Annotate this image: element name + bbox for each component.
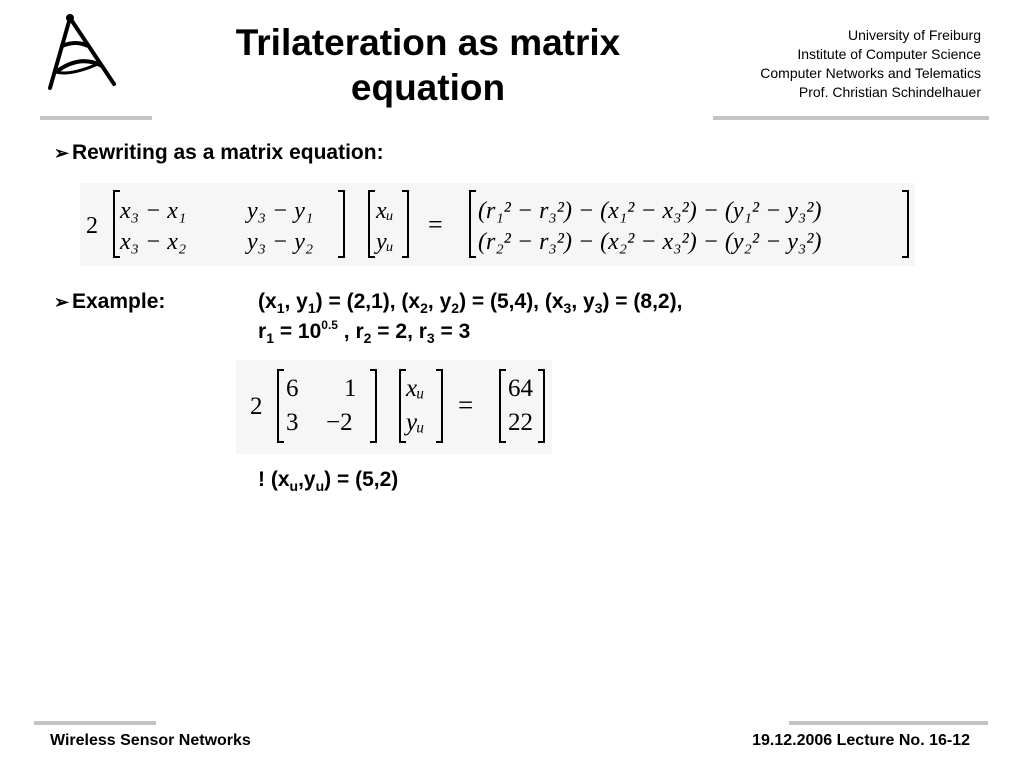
example-r3: 3 (458, 320, 471, 343)
example-r1-base: 10 (297, 320, 322, 343)
equation-general (80, 183, 915, 266)
bullet-example-label: Example: (72, 290, 166, 313)
footer-rule-right (789, 721, 988, 725)
equation-example (236, 360, 552, 454)
eq1-matrix-cell: x₃ − x₂ (120, 229, 187, 255)
eq1-scalar: 2 (86, 213, 98, 239)
slide-title-line2: equation (350, 67, 506, 108)
eq1-rhs-row: (r₁² − r₃²) − (x₁² − x₃²) − (y₁² − y₃²) (478, 198, 822, 224)
eq1-matrix-cell: y₃ − y₂ (247, 229, 314, 255)
footer-course: Wireless Sensor Networks (50, 732, 251, 749)
institution-line: Prof. Christian Schindelhauer (798, 84, 981, 100)
bullet-example (54, 290, 165, 314)
eq2-vector-cell: xᵤ (406, 375, 425, 402)
eq2-matrix-cell: 1 (344, 375, 357, 402)
slide-title (200, 20, 656, 110)
bullet-arrow-icon: ➢ (54, 143, 70, 163)
example-points: ($x_1$, $y_1) = (2,1)$, ($x_2$, $y_2) = (5,4)$, ($x_3$, $y_3) = (8,2)$, (258, 290, 683, 316)
footer-date-lecture: 19.12.2006 Lecture No. 16-12 (752, 732, 970, 749)
institution-line: Institute of Computer Science (797, 46, 981, 62)
eq2-rhs-cell: 64 (508, 375, 533, 402)
example-p1: 2,1 (353, 290, 383, 313)
eq1-matrix-cell: y₃ − y₁ (247, 198, 314, 224)
institution-line: University of Freiburg (847, 27, 981, 43)
eq2-equals: = (458, 390, 474, 420)
eq2-rhs-cell: 22 (508, 409, 533, 436)
bullet-arrow-icon: ➢ (54, 292, 70, 312)
eq1-equals: = (428, 210, 443, 239)
eq2-matrix-cell: 6 (286, 375, 299, 402)
university-logo (40, 14, 124, 92)
bullet-rewrite (54, 141, 384, 165)
example-p3: 8,2 (640, 290, 670, 313)
slide-title-line1: Trilateration as matrix (235, 22, 621, 63)
example-radii: $r_1 = 10^{0.5}$ , $r_2 = 2$, $r_3 = 3$ (258, 318, 471, 346)
bullet-rewrite-label: Rewriting as a matrix equation: (72, 141, 384, 164)
eq1-vector-cell: xᵤ (376, 198, 394, 224)
example-r2: 2 (395, 320, 408, 343)
header-rule-left (40, 116, 152, 120)
eq2-matrix-cell: 3 (286, 409, 299, 436)
eq1-matrix-cell: x₃ − x₁ (120, 198, 187, 224)
example-result-value: 5,2 (362, 468, 392, 491)
eq2-matrix-cell: −2 (326, 409, 353, 436)
institution-block (760, 26, 981, 102)
eq1-rhs-row: (r₂² − r₃²) − (x₂² − x₃²) − (y₂² − y₃²) (478, 229, 822, 255)
eq2-vector-cell: yᵤ (406, 409, 425, 436)
eq2-scalar: 2 (250, 393, 263, 420)
example-result: ! $(x_u,y_u) = (5,2)$ (258, 468, 399, 494)
footer-rule-left (34, 721, 156, 725)
header-rule-right (713, 116, 989, 120)
institution-line: Computer Networks and Telematics (760, 65, 981, 81)
eq1-vector-cell: yᵤ (376, 229, 394, 255)
example-r1-exp: 0.5 (321, 318, 338, 332)
example-p2: 5,4 (496, 290, 527, 313)
